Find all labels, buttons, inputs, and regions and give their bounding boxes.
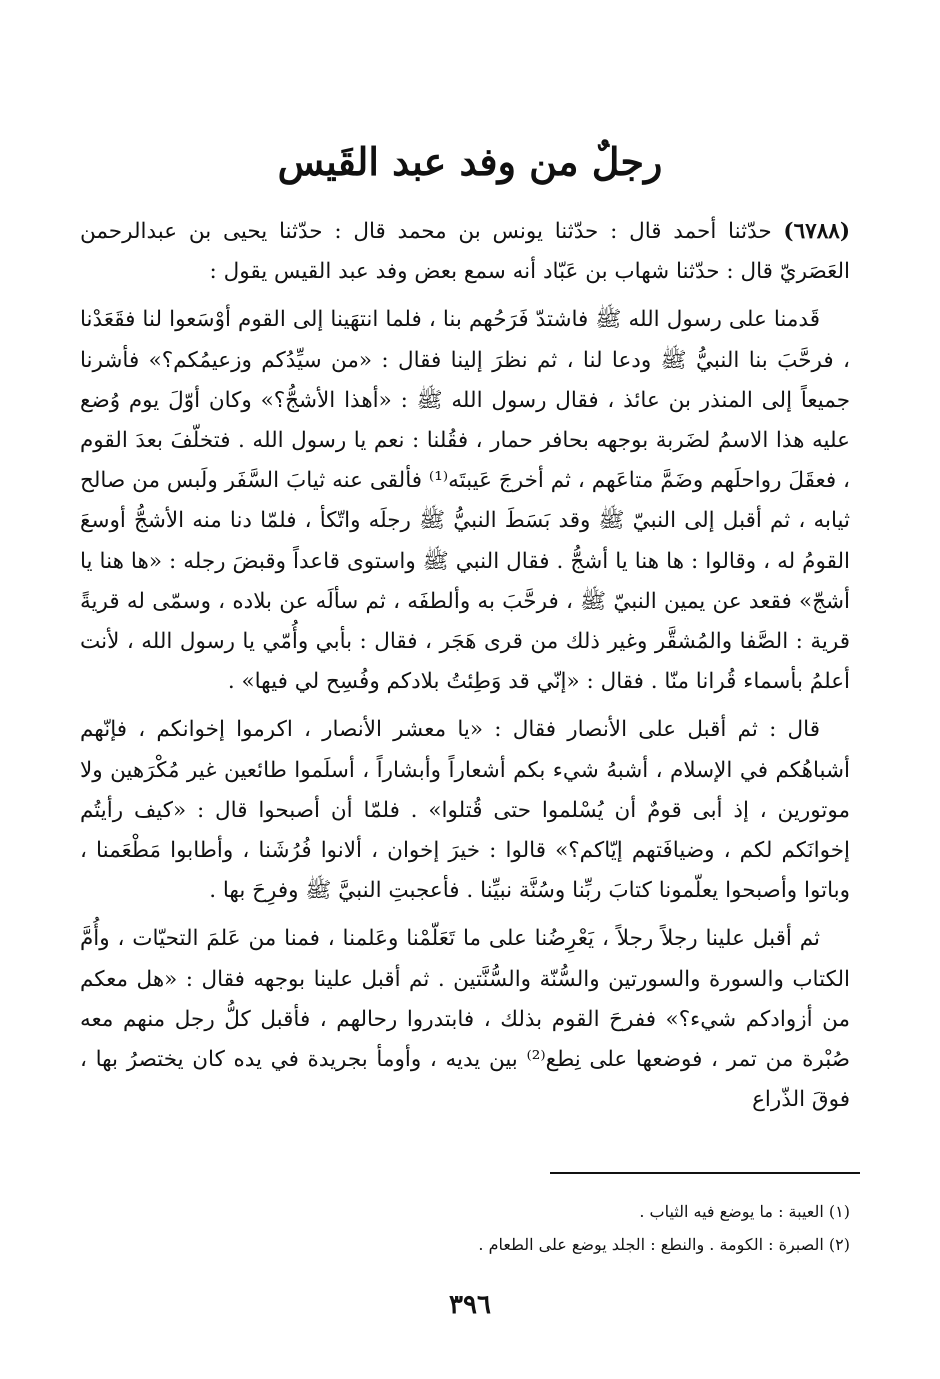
- page-number: ٣٩٦: [449, 1290, 491, 1320]
- body-text: [80, 212, 850, 1128]
- hadith-number: (٦٧٨٨): [783, 219, 850, 244]
- footnote: (١) العيبة : ما يوضع فيه الثياب .: [639, 1202, 850, 1221]
- footnote: (٢) الصبرة : الكومة . والنطع : الجلد يوضع على الطعام .: [478, 1235, 850, 1254]
- paragraph: قَدمنا على رسول الله ﷺ فاشتدّ فَرَحُهم بنا ، فلما انتهَينا إلى القوم أوْسَعوا لنا فقَعَدْنا ، فرحَّبَ بنا النبيُّ ﷺ ودعا لنا ، ثم نظرَ إلينا فقال : «من سيِّدُكم وزعيمُكم؟» فأشرنا جميعاً إلى المنذر بن عائذ ، فقال رسول الله ﷺ : «أهذا الأشجُّ؟» وكان أوّلَ يوم وُضع عليه هذا الاسمُ لضَربة بوجهه بحافر حمار ، فقُلنا : نعم يا رسول الله . فتخلّفَ بعدَ القوم ، فعقَلَ رواحلَهم وضَمَّ متاعَهم ، ثم أخرجَ عَيبتَه⁽¹⁾ فألقى عنه ثيابَ السَّفَر ولَبس من صالح ثيابه ، ثم أقبل إلى النبيّ ﷺ وقد بَسَطَ النبيُّ ﷺ رجلَه واتّكأ ، فلمّا دنا منه الأشجُّ أوسعَ القومُ له ، وقالوا : ها هنا يا أشجُّ . فقال النبي ﷺ واستوى قاعداً وقبضَ رجله : «ها هنا يا أشجّ» فقعد عن يمين النبيّ ﷺ ، فرحَّبَ به وألطفَه ، ثم سألَه عن بلاده ، وسمّى له قريةً قرية : الصَّفا والمُشقَّر وغير ذلك من قرى هَجَر ، فقال : بأبي وأُمّي يا رسول الله ، لأنت أعلمُ بأسماء قُرانا منّا . فقال : «إنّي قد وَطِئتُ بلادكم وفُسِح لي فيها» .: [80, 307, 850, 695]
- paragraph: قال : ثم أقبل على الأنصار فقال : «يا معشر الأنصار ، اكرموا إخوانكم ، فإنّهم أشباهُكم في الإسلام ، أشبهُ شيء بكم أشعاراً وأبشاراً ، أسلَموا طائعين غير مُكْرَهين ولا موتورين ، إذ أبى قومٌ أن يُسْلموا حتى قُتلوا» . فلمّا أن أصبحوا قال : «كيف رأيتُم إخوانَكم لكم ، وضيافَتهم إيّاكم؟» قالوا : خيرَ إخوان ، ألانوا فُرُشَنا ، وأطابوا مَطْعَمنا ، وباتوا وأصبحوا يعلّمونا كتابَ ربِّنا وسُنَّة نبيِّنا . فأعجبتِ النبيَّ ﷺ وفرِحَ بها .: [80, 717, 850, 904]
- page-title: رجلٌ من وفد عبد القَيس: [277, 139, 663, 184]
- paragraph: ثم أقبل علينا رجلاً رجلاً ، يَعْرِضُنا على ما تَعَلّمْنا وعَلمنا ، فمنا من عَلمَ التحيّات ، وأُمَّ الكتاب والسورة والسورتين والسُّنّة والسُّنَّتين . ثم أقبل علينا بوجهه فقال : «هل معكم من أزوادكم شيء؟» ففرحَ القوم بذلك ، فابتدروا رحالهم ، فأقبل كلُّ رجل منهم معه صُبْرة من تمر ، فوضعها على نِطع⁽²⁾ بين يديه ، وأومأ بجريدة في يده كان يختصرُ بها ، فوقَ الذّراع: [80, 926, 850, 1113]
- footnotes: [80, 1195, 850, 1261]
- footnote-divider: [550, 1172, 860, 1174]
- paragraph-hadith-header: [80, 212, 850, 292]
- book-page: [80, 0, 860, 1379]
- paragraph-text: حدّثنا أحمد قال : حدّثنا يونس بن محمد قال : حدّثنا يحيى بن عبدالرحمن العَصَريّ قال : حدّثنا شهاب بن عَبّاد أنه سمع بعض وفد عبد القيس يقول :: [80, 219, 850, 285]
